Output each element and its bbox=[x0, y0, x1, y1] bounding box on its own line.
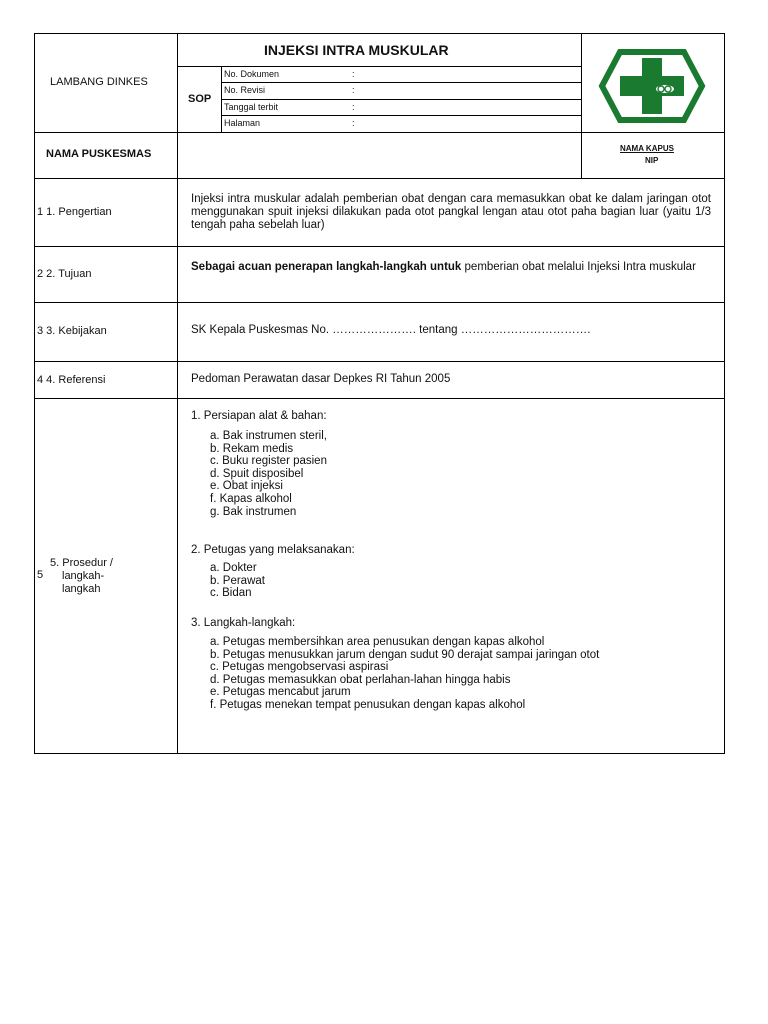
nip-label: NIP bbox=[645, 156, 659, 165]
section-prosedur-label-line3: langkah bbox=[62, 583, 101, 595]
section-pengertian-text: Injeksi intra muskular adalah pemberian obat dengan cara memasukkan obat ke dalam jaringan otot menggunakan spuit injeksi dilakukan pada otot pangkal lengan atau otot paha bagian luar (yaitu 1/3 tengah paha sebelah luar) bbox=[191, 193, 711, 231]
list-item: b. Perawat bbox=[210, 574, 265, 587]
section-tujuan-text bbox=[191, 261, 711, 274]
field-halaman-label: Halaman bbox=[224, 118, 261, 128]
section-referensi-label: 4 4. Referensi bbox=[37, 374, 106, 386]
field-no-revisi-colon: : bbox=[352, 85, 355, 95]
list-item: d. Spuit disposibel bbox=[210, 467, 304, 480]
section-prosedur-label-line1: 5. Prosedur / bbox=[50, 557, 113, 569]
list-item: b. Rekam medis bbox=[210, 442, 294, 455]
section-tujuan-bold-text: Sebagai acuan penerapan langkah-langkah untuk bbox=[191, 261, 462, 273]
list-item: b. Petugas menusukkan jarum dengan sudut 90 derajat sampai jaringan otot bbox=[210, 648, 600, 661]
prosedur-group1-title: 1. Persiapan alat & bahan: bbox=[191, 410, 327, 422]
prosedur-group3-title: 3. Langkah-langkah: bbox=[191, 617, 296, 629]
prosedur-group2-title: 2. Petugas yang melaksanakan: bbox=[191, 544, 355, 556]
list-item: e. Obat injeksi bbox=[210, 480, 283, 493]
field-tanggal-terbit-label: Tanggal terbit bbox=[224, 102, 279, 112]
list-item: g. Bak instrumen bbox=[210, 505, 297, 518]
list-item: f. Kapas alkohol bbox=[210, 492, 292, 505]
list-item: f. Petugas menekan tempat penusukan dengan kapas alkohol bbox=[210, 698, 526, 711]
puskesmas-logo bbox=[598, 48, 706, 124]
section-kebijakan-label: 3 3. Kebijakan bbox=[37, 325, 107, 337]
section-tujuan-rest-text: pemberian obat melalui Injeksi Intra muskular bbox=[461, 261, 696, 273]
list-item: d. Petugas memasukkan obat perlahan-lahan hingga habis bbox=[210, 673, 511, 686]
field-tanggal-terbit-colon: : bbox=[352, 102, 355, 112]
section-pengertian-label: 1 1. Pengertian bbox=[37, 206, 112, 218]
nama-kapus-label: NAMA KAPUS bbox=[620, 144, 674, 153]
prosedur-group1-list bbox=[210, 430, 327, 518]
nama-puskesmas-label: NAMA PUSKESMAS bbox=[46, 148, 152, 160]
section-referensi-text: Pedoman Perawatan dasar Depkes RI Tahun 2005 bbox=[191, 373, 451, 385]
list-item: c. Petugas mengobservasi aspirasi bbox=[210, 661, 389, 674]
prosedur-group3-list bbox=[210, 636, 599, 712]
list-item: c. Bidan bbox=[210, 587, 252, 600]
list-item: e. Petugas mencabut jarum bbox=[210, 686, 351, 699]
lambang-dinkes-label: LAMBANG DINKES bbox=[50, 76, 148, 88]
section-prosedur-label-line2: langkah- bbox=[62, 570, 105, 582]
field-no-dokumen-colon: : bbox=[352, 69, 355, 79]
list-item: a. Petugas membersihkan area penusukan dengan kapas alkohol bbox=[210, 636, 545, 648]
prosedur-group2-list bbox=[210, 562, 265, 600]
section-tujuan-label: 2 2. Tujuan bbox=[37, 268, 92, 280]
document-title: INJEKSI INTRA MUSKULAR bbox=[264, 42, 449, 58]
sop-label: SOP bbox=[188, 93, 212, 105]
list-item: a. Dokter bbox=[210, 562, 257, 574]
field-no-revisi-label: No. Revisi bbox=[224, 85, 266, 95]
section-prosedur-number: 5 bbox=[37, 569, 44, 581]
list-item: a. Bak instrumen steril, bbox=[210, 430, 327, 442]
section-kebijakan-text: SK Kepala Puskesmas No. …………………. tentang ……………………………. bbox=[191, 324, 591, 336]
list-item: c. Buku register pasien bbox=[210, 455, 327, 468]
field-halaman-colon: : bbox=[352, 118, 355, 128]
field-no-dokumen-label: No. Dokumen bbox=[224, 69, 280, 79]
